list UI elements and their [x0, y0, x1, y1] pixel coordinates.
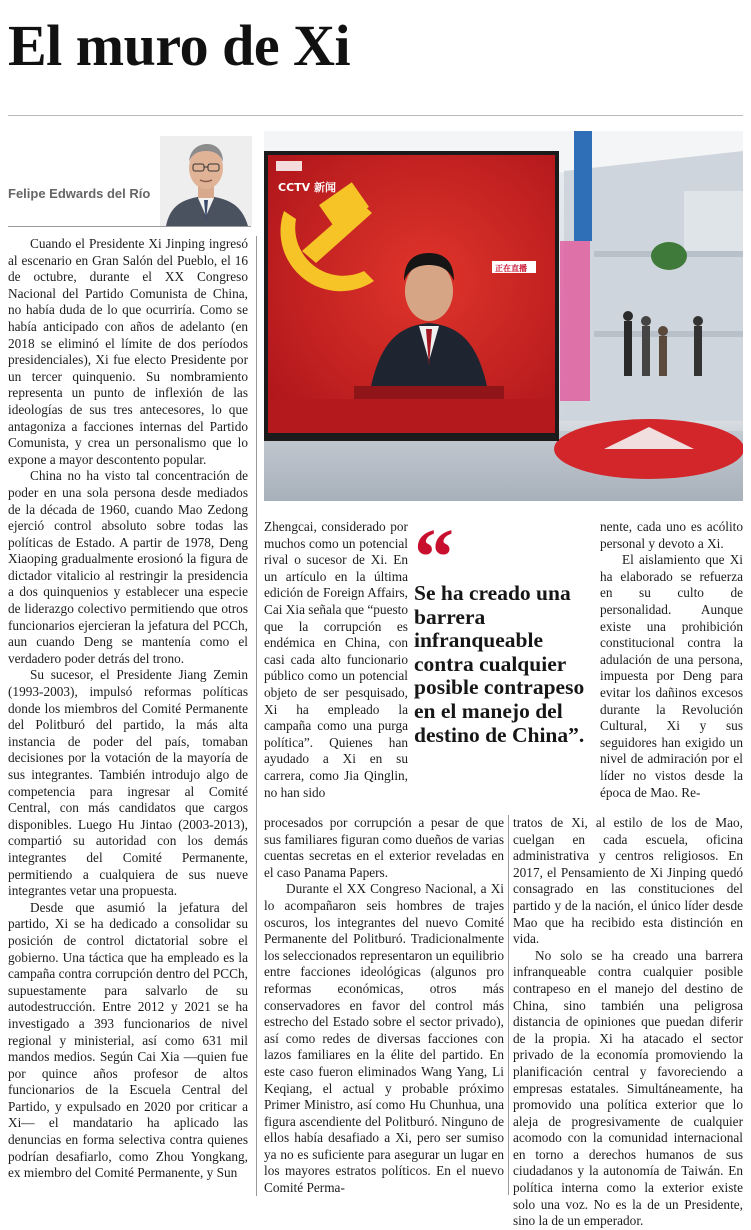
paragraph: nente, cada uno es acólito personal y devoto a Xi. — [600, 519, 743, 551]
pull-quote — [414, 522, 594, 747]
mall-screen-photo-icon — [264, 131, 743, 501]
article-column-3-bottom — [513, 815, 743, 1230]
paragraph: Durante el XX Congreso Nacional, a Xi lo acompañaron seis hombres de trajes oscuros, los integrantes del nuevo Comité Permanente del Politburó. Tradicionalmente los seleccionados representaron un equilibrio entre facciones ideológicas (algunos pro reformas económicas, otros más conservadores en favor del control más estrecho del Estado sobre el sector privado), así como redes de diversas facciones con lazos familiares en la élite del partido. En este caso fueron eliminados Wang Yang, Li Keqiang, el actual y probable próximo Primer Ministro, así como Hu Chunhua, una figura ascendiente del Politburó. Ninguno de ellos había desafiado a Xi, pero ser sumiso ya no es suficiente para asegurar un lugar en los mayores estratos políticos. En el nuevo Comité Perma- — [264, 881, 505, 1196]
screen-badge: 正在直播 — [495, 264, 527, 273]
author-photo-icon — [160, 136, 252, 226]
paragraph: tratos de Xi, al estilo de los de Mao, cuelgan en cada escuela, oficina administrativa y centros religiosos. En 2017, el Pensamiento de Xi Jinping quedó consagrado en las constituciones del partido y de la nación, el único líder desde Mao que ha recibido esta distinción en vida. — [513, 815, 743, 947]
headline: El muro de Xi — [8, 13, 351, 78]
author-rule — [8, 226, 251, 227]
quote-mark-icon: “ — [414, 522, 454, 576]
author-portrait — [160, 136, 252, 226]
article-column-1 — [8, 236, 248, 1182]
article-column-2-bottom — [264, 815, 504, 1197]
paragraph: China no ha visto tal concentración de poder en una sola persona desde mediados de la década de 1960, cuando Mao Zedong ejerció control absoluto sobre todas las políticas de Estado. A partir de 1978, Deng Xiaoping gradualmente erosionó la figura de dictador vitalicio al restringir la presidencia a dos quinquenios y establecer una especie de liderazgo colectivo permitiendo que otros funcionarios ejercieran la jefatura del PCCh, aun cuando Deng se mantenía como el verdadero poder detrás del trono. — [8, 468, 248, 666]
headline-rule — [8, 115, 743, 116]
paragraph: No solo se ha creado una barrera infranqueable contra cualquier posible contrapeso en el manejo del destino de China, sino también una peligrosa distancia de opiniones que puedan diferir de la propia. Xi ha atacado el sector privado de la economía promoviendo la planificación central y favoreciendo a empresas estatales. Simultáneamente, ha promovido una política exterior que lo aleja de progresivamente de cualquier acomodo con la comunidad internacional en torno a derechos humanos de sus ciudadanos y la autonomía de Taiwán. En política interna como la exterior existe solo una voz. No es la de un Presidente, sino la de un emperador. — [513, 947, 743, 1229]
paragraph: El aislamiento que Xi ha elaborado se refuerza en su culto de personalidad. Aunque existe una prohibición constitucional contra la adulación de una persona, impuesta por Deng para evitar los dañinos excesos durante la Revolución Cultural, Xi y sus seguidores han exigido un nivel de admiración por el líder no vistos desde la época de Mao. Re- — [600, 552, 743, 800]
screen-logo: CCTV 新闻 — [278, 181, 336, 194]
paragraph: Desde que asumió la jefatura del partido, Xi se ha dedicado a consolidar su posición de control dictatorial sobre el gobierno. Una táctica que ha empleado es la campaña contra corrupción dentro del PCCh, supuestamente para salvarlo de su autodestrucción. Entre 2012 y 2021 se ha investigado a 393 funcionarios de nivel regional y ministerial, así como 631 mil mandos medios. Según Cai Xia —quien fue por quince años profesor de altos funcionarios de la Escuela Central del Partido, y expulsado en 2020 por criticar a Xi— el mandatario ha aplicado las denuncias en forma selectiva contra quienes podrían desafiarlo, como Zhou Yongkang, ex miembro del Comité Permanente, y Sun — [8, 899, 249, 1181]
paragraph: Zhengcai, considerado por muchos como un potencial rival o sucesor de Xi. En un artículo en la última edición de Foreign Affairs, Cai Xia señala que “puesto que la corrupción es endémica en China, con casi cada alto funcionario público como un potencial objeto de ser pesquisado, Xi ha empleado la campaña como una purga política”. Quienes han ayudado a Xi en su carrera, como Jia Qinglin, no han sido — [264, 519, 408, 800]
article-column-3-top — [600, 519, 743, 801]
paragraph: Cuando el Presidente Xi Jinping ingresó al escenario en Gran Salón del Pueblo, el 16 de octubre, durante el XX Congreso Nacional del Partido Comunista de China, no había duda de lo que ocurriría. Como se había anticipado con años de adelanto (en 2018 se eliminó el límite de dos períodos presidenciales), Xi fue electo Presidente por un tercer quinquenio. Su nombramiento representa un punto de inflexión de las ideologías de sus tres antecesores, lo que antagoniza a facciones internas del Partido Comunista, y crea un personalismo que lo expone a mayor descontento popular. — [8, 236, 248, 467]
column-divider — [256, 236, 257, 1196]
article-column-2-top — [264, 519, 408, 801]
paragraph: Su sucesor, el Presidente Jiang Zemin (1993-2003), impulsó reformas políticas donde los miembros del Comité Permanente del Politburó del partido, la más alta instancia de poder del país, tomaban decisiones por la votación de la mayoría de sus integrantes. También introdujo algo de competencia para ingresar al Comité Central, con más candidatos que cargos disponibles. Luego Hu Jintao (2003-2013), compartió su autoridad con los demás integrantes del Comité Permanente, permitiendo a cualquiera de sus nueve integrantes vetar una propuesta. — [8, 667, 248, 899]
author-byline: Felipe Edwards del Río — [8, 186, 151, 201]
column-divider — [508, 815, 509, 1195]
paragraph: procesados por corrupción a pesar de que sus familiares figuran como dueños de varias cuentas secretas en el exterior reveladas en el caso Panama Papers. — [264, 815, 505, 880]
pull-quote-text: Se ha creado una barrera infranqueable contra cualquier posible contrapeso en el manejo del destino de China”. — [414, 581, 585, 747]
news-photo — [264, 131, 743, 501]
